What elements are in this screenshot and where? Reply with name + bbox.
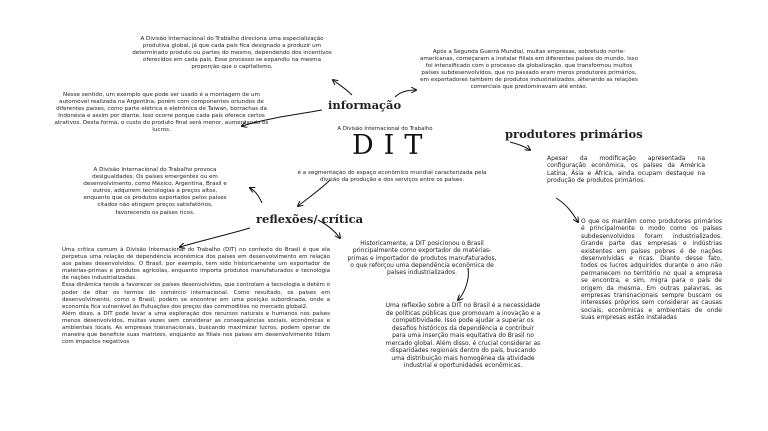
center-title: DIT: [352, 130, 433, 161]
brasil-historico-text: Historicamente, a DIT posicionou o Brasil principalmente como exportador de matérias-primas e importador de produtos manufaturados, o que reforçou uma dependência econômica de países industrializados.: [347, 240, 497, 277]
arrow-info-to-top: [333, 80, 352, 95]
produtores-text-1: Apesar da modificação apresentada na configuração econômica, os países da América Latina, Ásia e África, ainda ocupam destaque na produção de produtos primários.: [547, 155, 705, 185]
arrow-p1-to-p2: [556, 198, 578, 222]
reflexoes-lower-text: [62, 247, 330, 346]
info-top-text: A Divisão Internacional do Trabalho direciona uma especialização produtiva global, já que cada país fica designado a produzir um determinado produto ou partes do mesmo, dependendo dos incentivos oferecidos em cada país. Esse processo se expandiu na mesma proporção que o capitalismo.: [132, 36, 332, 71]
heading-reflexoes-critica: reflexões/ crítica: [256, 212, 364, 226]
center-definition: é a segmentação do espaço econômico mundial caracterizada pela divisão da produção e dos serviços entre os países.: [297, 170, 487, 184]
info-left-text: Nesse sentido, um exemplo que pode ser usado é a montagem de um automóvel realizada na Argentina, porém com componentes oriundos de diferentes países, como parte elétrica e eletrônica de Taiwan, borrachas da Indonésia e assim por diante. Isso ocorre porque cada país oferece certos atrativos. Desta forma, o custo do produto final será menor, aumentando os lucros.: [54, 92, 269, 134]
center-subtitle: A Divisão Internacional do Trabalho: [337, 126, 433, 132]
info-right-text: Após a Segunda Guerra Mundial, muitas empresas, sobretudo norte-americanas, começaram a instalar filiais em diferentes países do mundo. Isso foi intensificado com o processo da globalização, que transformou muitos países subdesenvolvidos, que no passado eram meros produtores primários, em exportadores também de produtos industrializados, alterando as relações comerciais que predominavam até então.: [419, 49, 639, 91]
reflexoes-upper-text: A Divisão Internacional do Trabalho provoca desigualdades. Os países emergentes ou em desenvolvimento, como México, Argentina, Brasil e outros, adquirem tecnologias a preços altos, enquanto que os produtos exportados pelos países citados não atingem preços satisfatórios, favorecendo os países ricos.: [83, 167, 227, 216]
arrow-reflexoes-to-upper: [250, 188, 262, 203]
reflexoes-lower-p1: Uma crítica comum à Divisão Internacional do Trabalho (DIT) no contexto do Brasil é que ela perpetua uma relação de dependência econômica dos países em desenvolvimento em relação aos países desenvolvidos. O Brasil, por exemplo, tem sido historicamente um exportador de matérias-primas e produtos agrícolas, enquanto importa produtos manufaturados e tecnologia de nações industrializadas.: [62, 247, 330, 282]
arrow-produtores-to-p1: [510, 142, 530, 150]
arrow-reflexoes-to-lower: [180, 228, 250, 247]
heading-informacao: informação: [328, 98, 402, 112]
brasil-reflexao-text: Uma reflexão sobre a DIT no Brasil é a necessidade de políticas públicas que promovam a inovação e a competitividade. Isso pode ajudar a superar os desafios históricos da dependência e contribuir para uma inserção mais equitativa do Brasil no mercado global. Além disso, é crucial considerar as disparidades regionais dentro do país, buscando uma distribuição mais homogênea da atividade industrial e oportunidades econômicas.: [385, 302, 541, 369]
reflexoes-lower-p2: Essa dinâmica tende a favorecer os países desenvolvidos, que controlam a tecnologia e detêm o poder de ditar os termos do comércio internacional. Como resultado, os países em desenvolvimento, como o Brasil, podem se encontrar em uma posição subordinada, onde a economia fica vulnerável às flutuações dos preços das commodities no mercado global2.: [62, 282, 330, 310]
heading-produtores-primarios: produtores primários: [505, 127, 643, 141]
produtores-text-2: O que os mantêm como produtores primários é principalmente o modo como os países subdesenvolvidos foram industrializados. Grande parte das empresas e indústrias existentes em países pobres é de nações desenvolvidas e ricas. Diante desse fato, todos os lucros adquiridos durante o ano não permanecem no território no qual a empresa se encontra, e sim, migra para o país de origem da mesma. Em outras palavras, as empresas transnacionais sempre buscam os interesses próprios sem considerar as causas sociais, econômicas e ambientais de onde suas empresas estão instaladas: [581, 218, 722, 322]
arrow-info-to-right: [395, 90, 416, 97]
reflexoes-lower-p3: Além disso, a DIT pode levar a uma exploração dos recursos naturais e humanos nos países menos desenvolvidos, muitas vezes sem considerar as consequências sociais, econômicas e ambientais locais. As empresas transnacionais, buscando maximizar lucros, podem operar de maneira que beneficie suas matrizes, enquanto as filiais nos países em desenvolvimento lidam com impactos negativos: [62, 310, 330, 346]
